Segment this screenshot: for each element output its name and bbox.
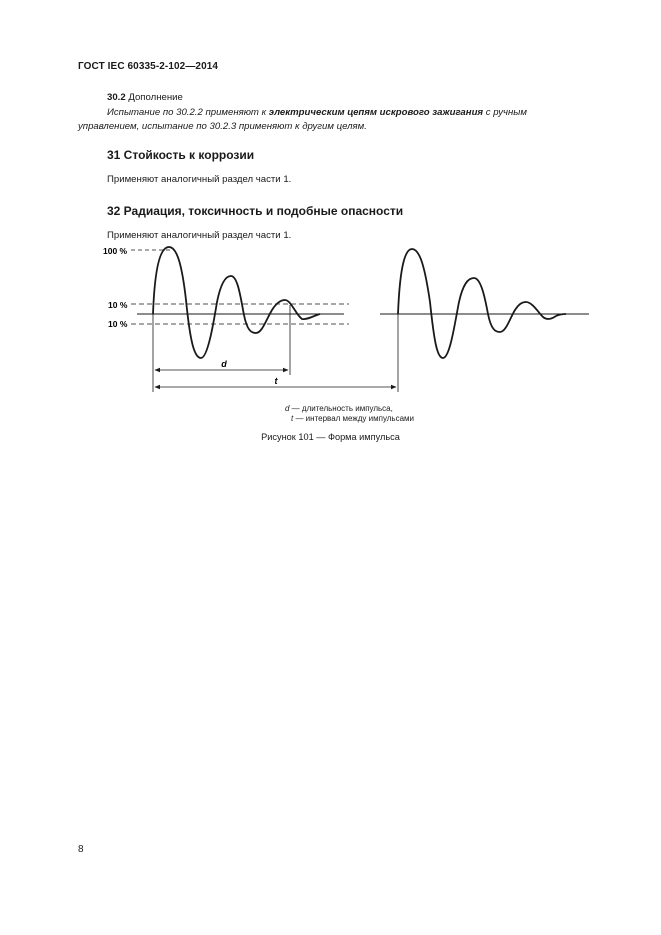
line1-emphasis: электрическим цепям искрового зажигания: [268, 107, 484, 118]
section-31-heading: 31 Стойкость к коррозии: [107, 148, 255, 162]
legend-interval: [291, 414, 414, 423]
subclause-title: Дополнение: [128, 92, 183, 103]
legend-t-text: — интервал между импульсами: [293, 414, 415, 423]
level-10-lower-label: 10 %: [108, 319, 128, 329]
line1-suffix: с ручным: [483, 107, 527, 118]
duration-symbol: d: [221, 359, 227, 369]
page-number: 8: [78, 844, 84, 855]
subclause-30-2-line2: управлением, испытание по 30.2.3 применяют к другим целям.: [78, 121, 367, 132]
legend-d-text: — длительность импульса,: [289, 404, 393, 413]
pulse-waveform-2: [398, 249, 566, 358]
pulse-waveform-1: [153, 247, 320, 358]
level-100-label: 100 %: [103, 246, 128, 256]
line1-prefix: Испытание по 30.2.2 применяют к: [107, 107, 269, 118]
document-header: ГОСТ IEC 60335-2-102—2014: [78, 61, 219, 72]
level-10-upper-label: 10 %: [108, 300, 128, 310]
section-32-text: Применяют аналогичный раздел части 1.: [107, 230, 292, 241]
section-32-heading: 32 Радиация, токсичность и подобные опасности: [107, 204, 404, 218]
pulse-shape-figure: [0, 0, 661, 450]
legend-d-symbol: d: [285, 404, 290, 413]
interval-symbol: t: [274, 376, 278, 386]
figure-caption: Рисунок 101 — Форма импульса: [261, 432, 400, 442]
subclause-number: 30.2: [107, 92, 126, 103]
section-31-text: Применяют аналогичный раздел части 1.: [107, 174, 292, 185]
legend-duration: [285, 404, 393, 413]
legend-t-symbol: t: [291, 414, 294, 423]
